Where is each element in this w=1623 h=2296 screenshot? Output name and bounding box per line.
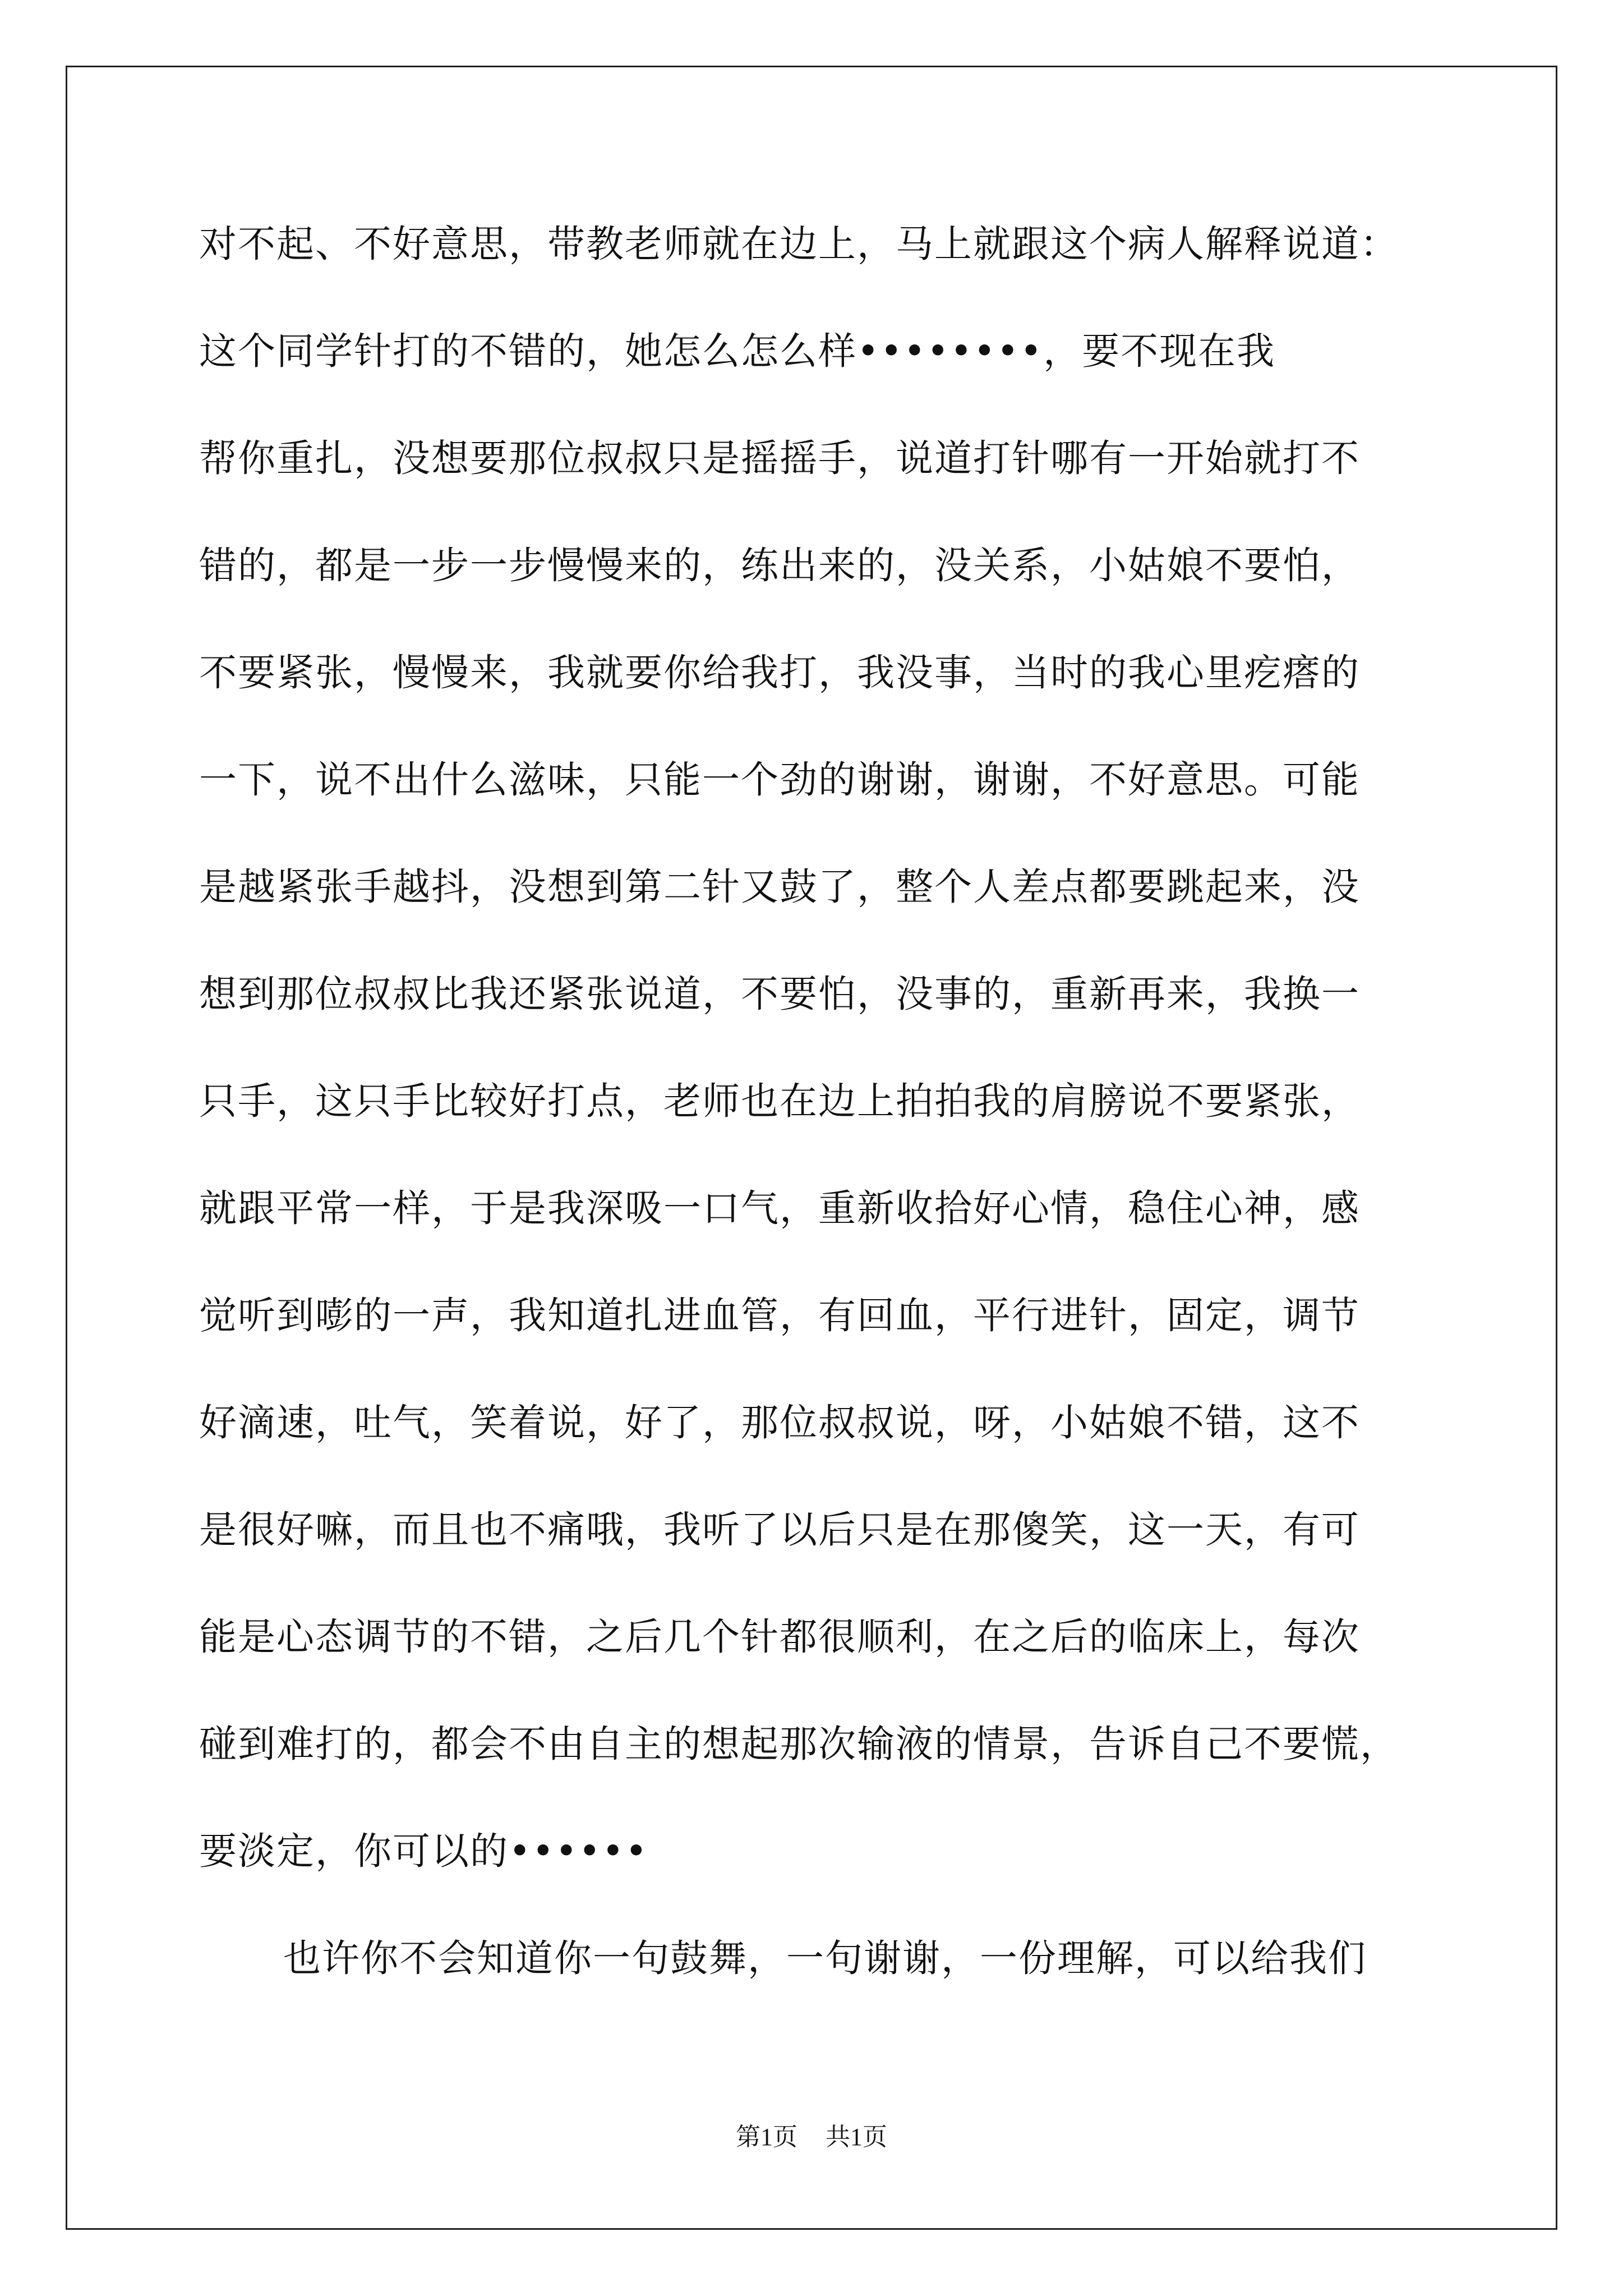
text-line-9: 只手，这只手比较好打点，老师也在边上拍拍我的肩膀说不要紧张，: [199, 1079, 1360, 1123]
text-line-14: 能是心态调节的不错，之后几个针都很顺利，在之后的临床上，每次: [199, 1615, 1360, 1659]
page-number: 第1页: [736, 2123, 797, 2151]
text-line-10: 就跟平常一样，于是我深吸一口气，重新收拾好心情，稳住心神，感: [199, 1186, 1360, 1230]
page-footer: [0, 2120, 1623, 2154]
text-line-15: 碰到难打的，都会不由自主的想起那次输液的情景，告诉自己不要慌，: [199, 1722, 1399, 1766]
text-line-17-paragraph-start: 也许你不会知道你一句鼓舞，一句谢谢，一份理解，可以给我们: [283, 1936, 1367, 1980]
document-body: [199, 191, 1433, 2012]
text-line-4: 错的，都是一步一步慢慢来的，练出来的，没关系，小姑娘不要怕，: [199, 544, 1360, 587]
page-total: 共1页: [826, 2123, 887, 2151]
text-line-2: 这个同学针打的不错的，她怎么怎么样••••••••，要不现在我: [199, 329, 1276, 373]
text-line-16: 要淡定，你可以的••••••: [199, 1829, 649, 1873]
text-line-11: 觉听到嘭的一声，我知道扎进血管，有回血，平行进针，固定，调节: [199, 1294, 1360, 1337]
text-line-5: 不要紧张，慢慢来，我就要你给我打，我没事，当时的我心里疙瘩的: [199, 651, 1360, 694]
text-line-8: 想到那位叔叔比我还紧张说道，不要怕，没事的，重新再来，我换一: [199, 972, 1360, 1016]
text-line-7: 是越紧张手越抖，没想到第二针又鼓了，整个人差点都要跳起来，没: [199, 865, 1360, 909]
text-line-6: 一下，说不出什么滋味，只能一个劲的谢谢，谢谢，不好意思。可能: [199, 758, 1360, 802]
text-line-12: 好滴速，吐气，笑着说，好了，那位叔叔说，呀，小姑娘不错，这不: [199, 1401, 1360, 1444]
text-line-13: 是很好嘛，而且也不痛哦，我听了以后只是在那傻笑，这一天，有可: [199, 1508, 1360, 1552]
text-line-3: 帮你重扎，没想要那位叔叔只是摇摇手，说道打针哪有一开始就打不: [199, 436, 1360, 480]
text-line-1: 对不起、不好意思，带教老师就在边上，马上就跟这个病人解释说道：: [199, 222, 1399, 266]
